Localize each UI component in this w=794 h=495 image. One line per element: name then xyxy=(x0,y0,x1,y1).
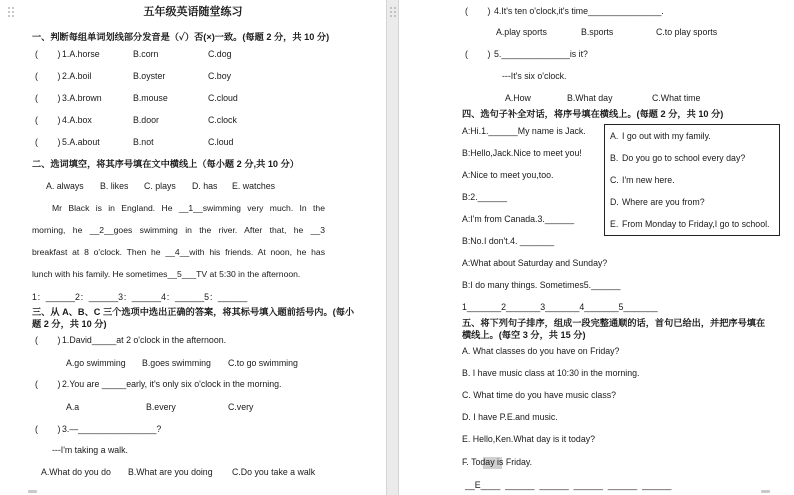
left-page xyxy=(0,0,386,495)
answer-bracket: ( ) xyxy=(35,137,61,147)
page-corner-mark xyxy=(28,490,37,493)
answer-bracket: ( ) xyxy=(35,115,61,125)
sentence-item: B. I have music class at 10:30 in the morning. xyxy=(462,368,640,378)
option-a: 2.A.boil xyxy=(62,71,92,81)
question-reply: ---It's six o'clock. xyxy=(502,71,567,81)
option-c: C.to play sports xyxy=(656,27,718,37)
passage-line: morning, he __2__goes swimming in the river. After that, he __3 xyxy=(32,225,325,235)
option-b: B.mouse xyxy=(133,93,168,103)
option-a: A.go swimming xyxy=(66,358,126,368)
option-a: A.play sports xyxy=(496,27,547,37)
dialog-line: B:Hello,Jack.Nice to meet you! xyxy=(462,148,582,158)
question-stem: 1.David_____at 2 o'clock in the afternoon. xyxy=(62,335,227,345)
choice-letter: A. xyxy=(610,131,619,141)
part5-heading: 横线上。(每空 3 分，共 15 分) xyxy=(462,330,586,340)
choice-letter: B. xyxy=(610,153,619,163)
choice-letter: E. xyxy=(610,219,619,229)
option-a: 3.A.brown xyxy=(62,93,102,103)
question-reply: ---I'm taking a walk. xyxy=(52,445,128,455)
passage-line: lunch with his family. He sometimes__5___TV at 5:30 in the afternoon. xyxy=(32,269,301,279)
answer-bracket: ( ) xyxy=(35,49,61,59)
option-c: C.cloud xyxy=(208,93,238,103)
option-c: C.Do you take a walk xyxy=(232,467,316,477)
part2-answer-line: 1：______2：______3：______4：______5：______ xyxy=(32,292,248,302)
option-c: C.boy xyxy=(208,71,231,81)
option-b: B.every xyxy=(146,402,176,412)
question-stem: 2.You are _____early, it's only six o'clock in the morning. xyxy=(62,379,282,389)
answer-bracket: ( ) xyxy=(465,6,491,16)
part5-answer-blanks: __E____ ______ ______ ______ ______ ______ xyxy=(465,480,672,490)
part3-heading: 题 2 分，共 10 分) xyxy=(32,319,107,329)
option-a: 1.A.horse xyxy=(62,49,100,59)
option-b: B.goes swimming xyxy=(142,358,211,368)
sentence-item: E. Hello,Ken.What day is it today? xyxy=(462,434,595,444)
option-a: A.How xyxy=(505,93,531,103)
part4-answer-line: 1_______2_______3_______4_______5_______ xyxy=(462,302,658,312)
word-bank-item: B. likes xyxy=(100,181,129,191)
answer-bracket: ( ) xyxy=(35,335,61,345)
page-corner-mark xyxy=(761,490,770,493)
page-gap xyxy=(386,0,399,495)
option-b: B.corn xyxy=(133,49,159,59)
drag-grip-icon[interactable] xyxy=(390,7,392,9)
sentence-item: D. I have P.E.and music. xyxy=(462,412,558,422)
option-c: C.to go swimming xyxy=(228,358,298,368)
dialog-line: B:I do many things. Sometimes5.______ xyxy=(462,280,621,290)
option-c: C.loud xyxy=(208,137,234,147)
answer-bracket: ( ) xyxy=(35,424,61,434)
option-b: B.not xyxy=(133,137,154,147)
option-b: B.oyster xyxy=(133,71,166,81)
answer-bracket: ( ) xyxy=(35,379,61,389)
option-a: A.a xyxy=(66,402,80,412)
option-a: 4.A.box xyxy=(62,115,92,125)
choice-text: Do you go to school every day? xyxy=(622,153,746,163)
option-a: A.What do you do xyxy=(41,467,111,477)
option-b: B.What are you doing xyxy=(128,467,213,477)
choice-letter: C. xyxy=(610,175,619,185)
sentence-item: A. What classes do you have on Friday? xyxy=(462,346,620,356)
question-stem: 5.______________is it? xyxy=(494,49,588,59)
word-bank-item: C. plays xyxy=(144,181,176,191)
option-b: B.What day xyxy=(567,93,613,103)
option-b: B.door xyxy=(133,115,159,125)
word-bank-item: E. watches xyxy=(232,181,276,191)
option-c: C.dog xyxy=(208,49,232,59)
passage-line: Mr Black is in England. He __1__swimming very much. In the xyxy=(52,203,325,213)
dialog-line: A:Nice to meet you,too. xyxy=(462,170,554,180)
dialog-line: A:What about Saturday and Sunday? xyxy=(462,258,608,268)
option-c: C.very xyxy=(228,402,254,412)
option-a: 5.A.about xyxy=(62,137,100,147)
sentence-item: F. Today is Friday. xyxy=(462,457,533,467)
answer-bracket: ( ) xyxy=(35,93,61,103)
dialog-line: A:Hi.1.______My name is Jack. xyxy=(462,126,586,136)
part2-heading: 二、选词填空，将其序号填在文中横线上（每小题 2 分,共 10 分） xyxy=(32,159,299,169)
choice-text: I'm new here. xyxy=(622,175,675,185)
sentence-choice-box xyxy=(604,124,780,236)
option-c: C.clock xyxy=(208,115,237,125)
word-bank-item: A. always xyxy=(46,181,84,191)
choice-text: Where are you from? xyxy=(622,197,705,207)
part1-heading: 一、判断每组单词划线部分发音是（✓）否(×)一致。(每题 2 分，共 10 分) xyxy=(32,32,330,42)
dialog-line: B:2.______ xyxy=(462,192,508,202)
dialog-line: A:I'm from Canada.3.______ xyxy=(462,214,575,224)
option-b: B.sports xyxy=(581,27,614,37)
part3-heading: 三、从 A、B、C 三个选项中选出正确的答案，将其标号填入题前括号内。(每小 xyxy=(32,307,355,317)
sentence-item: C. What time do you have music class? xyxy=(462,390,617,400)
choice-text: I go out with my family. xyxy=(622,131,711,141)
answer-bracket: ( ) xyxy=(465,49,491,59)
right-page xyxy=(399,0,794,495)
choice-text: From Monday to Friday,I go to school. xyxy=(622,219,770,229)
word-bank-item: D. has xyxy=(192,181,218,191)
option-c: C.What time xyxy=(652,93,701,103)
part4-heading: 四、选句子补全对话，将序号填在横线上。(每题 2 分，共 10 分) xyxy=(462,109,724,119)
dialog-line: B:No.I don't.4. _______ xyxy=(462,236,555,246)
page-title: 五年级英语随堂练习 xyxy=(143,5,243,18)
question-stem: 3.—________________? xyxy=(62,424,162,434)
question-stem: 4.It's ten o'clock,it's time_______________. xyxy=(494,6,664,16)
choice-letter: D. xyxy=(610,197,619,207)
passage-line: breakfast at 8 o'clock. Then he __4__with his friends. At noon, he has xyxy=(32,247,325,257)
answer-bracket: ( ) xyxy=(35,71,61,81)
part5-heading: 五、将下列句子排序，组成一段完整通顺的话，首句已给出，并把序号填在 xyxy=(462,318,766,328)
